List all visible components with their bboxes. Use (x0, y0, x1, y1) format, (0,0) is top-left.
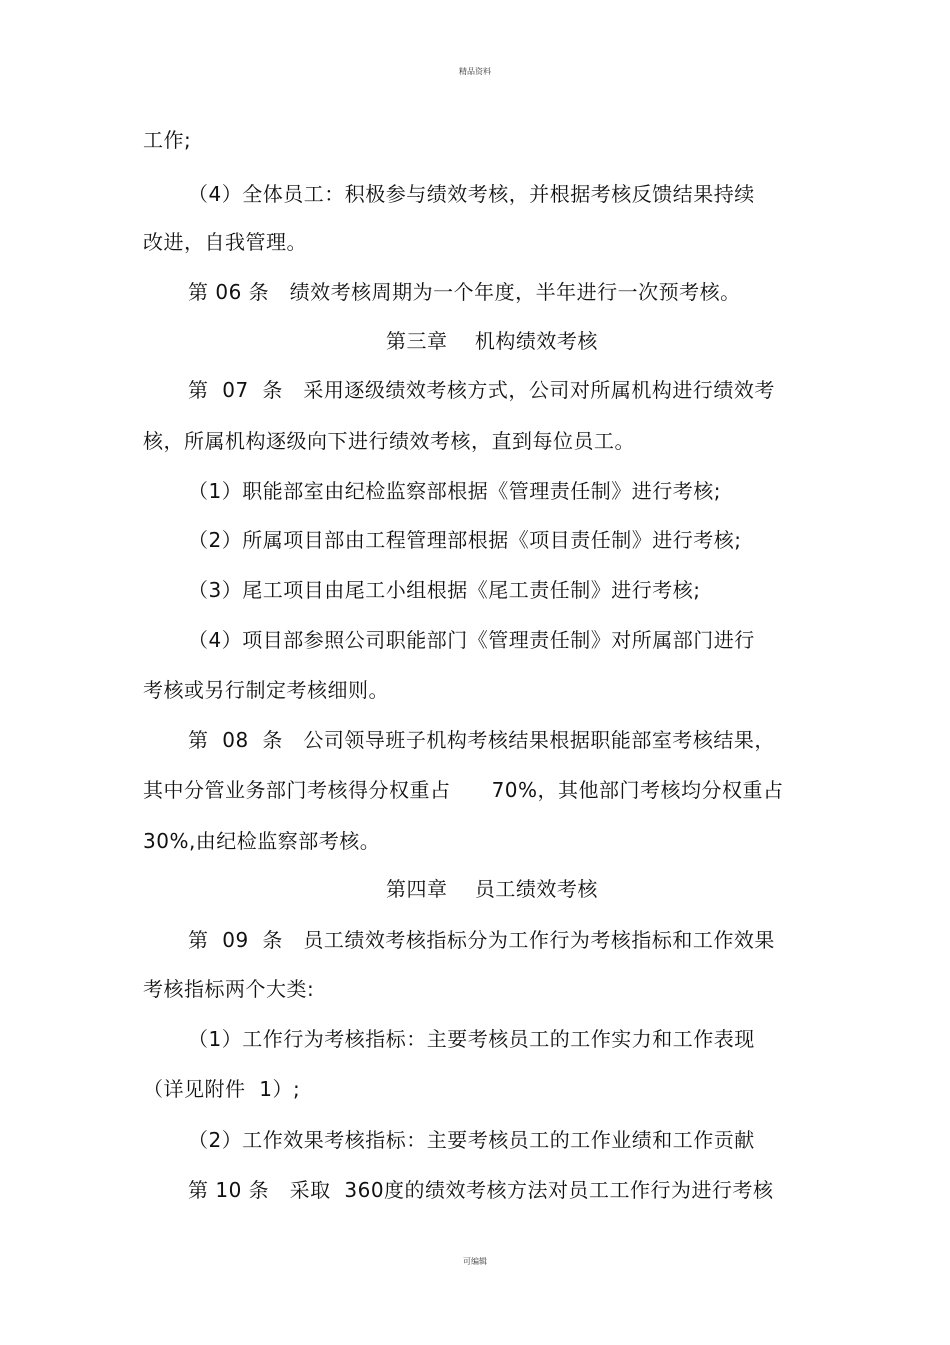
text-line: （1）工作行为考核指标：主要考核员工的工作实力和工作表现 (188, 1027, 755, 1051)
text-line: （2）工作效果考核指标：主要考核员工的工作业绩和工作贡献 (188, 1128, 755, 1152)
text-line: 第 10 条 采取 360度的绩效考核方法对员工工作行为进行考核 (188, 1178, 774, 1202)
chapter-heading: 第三章 机构绩效考核 (386, 329, 598, 353)
text-line: 第 06 条 绩效考核周期为一个年度，半年进行一次预考核。 (188, 280, 741, 304)
text-line: （1）职能部室由纪检监察部根据《管理责任制》进行考核; (188, 479, 721, 503)
text-line: 核，所属机构逐级向下进行绩效考核，直到每位员工。 (143, 429, 635, 453)
text-line: （3）尾工项目由尾工小组根据《尾工责任制》进行考核; (188, 578, 701, 602)
text-line: （4）全体员工：积极参与绩效考核，并根据考核反馈结果持续 (188, 182, 755, 206)
text-line: （详见附件 1）; (143, 1077, 301, 1101)
text-line: 其中分管业务部门考核得分权重占 70%，其他部门考核均分权重占 (143, 778, 784, 802)
text-line: 工作; (143, 128, 192, 152)
page-header-mark: 精品资料 (459, 67, 491, 76)
text-line: 第 09 条 员工绩效考核指标分为工作行为考核指标和工作效果 (188, 928, 775, 952)
text-line: 第 08 条 公司领导班子机构考核结果根据职能部室考核结果， (188, 728, 775, 752)
text-line: 改进，自我管理。 (143, 230, 307, 254)
chapter-heading: 第四章 员工绩效考核 (386, 877, 598, 901)
page-footer-mark: 可编辑 (463, 1257, 487, 1266)
text-line: （4）项目部参照公司职能部门《管理责任制》对所属部门进行 (188, 628, 755, 652)
text-line: 考核或另行制定考核细则。 (143, 678, 389, 702)
text-line: 考核指标两个大类: (143, 977, 315, 1001)
text-line: 第 07 条 采用逐级绩效考核方式，公司对所属机构进行绩效考 (188, 378, 775, 402)
text-line: 30%,由纪检监察部考核。 (143, 829, 381, 853)
text-line: （2）所属项目部由工程管理部根据《项目责任制》进行考核; (188, 528, 742, 552)
